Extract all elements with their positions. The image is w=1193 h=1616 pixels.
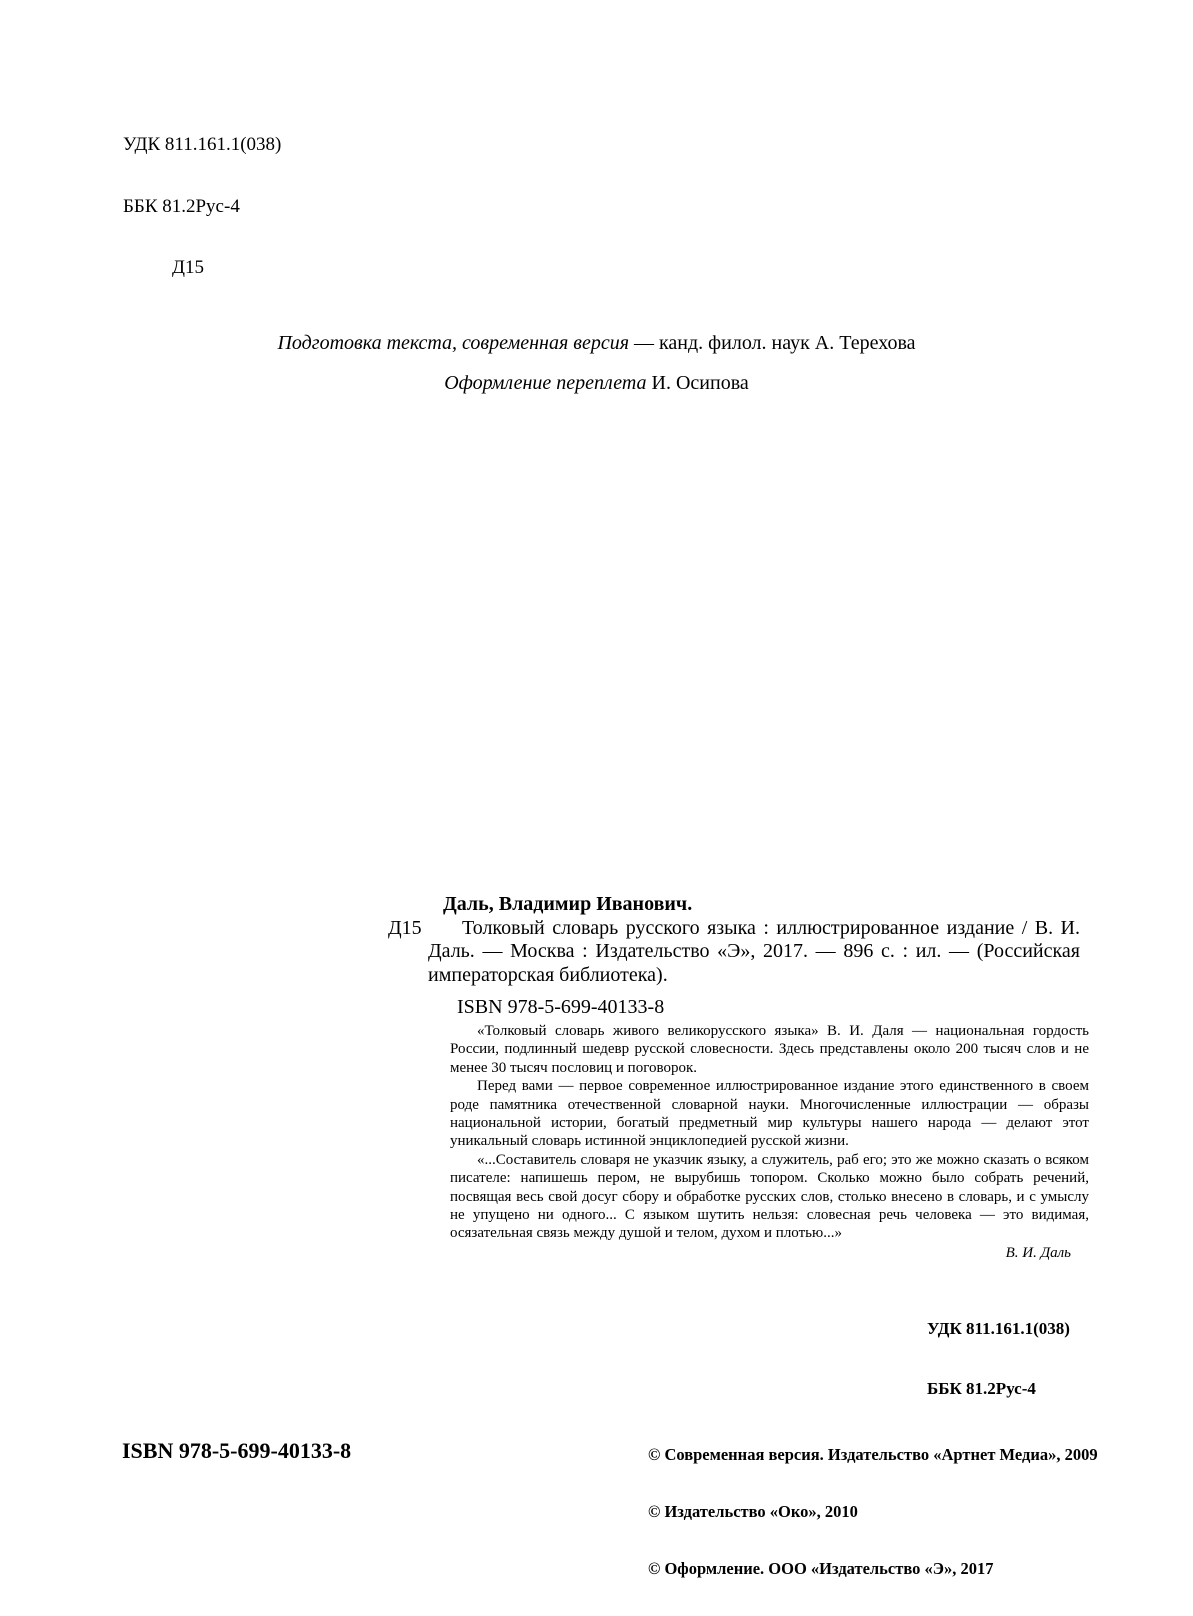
bbk-top-line: ББК 81.2Рус-4 xyxy=(123,195,240,217)
copyright-line-artnet-media: © Современная версия. Издательство «Артнет Медиа», 2009 xyxy=(648,1445,1098,1464)
copyright-line-izdatelstvo-e: © Оформление. ООО «Издательство «Э», 2017 xyxy=(648,1559,994,1578)
udk-top-line: УДК 811.161.1(038) xyxy=(123,134,282,155)
author-code-margin: Д15 xyxy=(388,916,422,939)
annotation-paragraph-3: «...Составитель словаря не указчик языку, а служитель, раб его; это же можно сказать о всяком писателе: напишешь пером, не вырубишь топором. Сколько можно было собрать речений, посвящая весь свой досуг сбору и обработке русских слов, столько внесено в словарь, и с умыслу не упущено ни одного... С языком шутить нельзя: словесная речь человека — это видимая, осязательная связь между душой и телом, духом и плотью...» xyxy=(450,1151,1089,1242)
credit-role-text-preparation: Подготовка текста, современная версия xyxy=(277,332,629,354)
catalog-author-heading: Даль, Владимир Иванович. xyxy=(443,893,693,915)
annotation-paragraph-1: «Толковый словарь живого великорусского языка» В. И. Даля — национальная гордость России, подлинный шедевр русской словесности. Здесь представлены около 200 тысяч слов и не менее 30 тысяч пословиц и поговорок. xyxy=(450,1023,1089,1076)
isbn-bottom-line: ISBN 978-5-699-40133-8 xyxy=(122,1438,352,1463)
classification-top-block xyxy=(123,94,281,320)
annotation-paragraph-2: Перед вами — первое современное иллюстрированное издание этого единственного в своем роде памятника отечественной словарной науки. Многочисленные иллюстрации — образы национальной истории, богатый предметный мир культуры нашего народа — делают этот уникальный словарь истинной энциклопедией русской жизни. xyxy=(450,1078,1089,1150)
catalog-isbn-line: ISBN 978-5-699-40133-8 xyxy=(457,996,665,1018)
copyright-line-oko: © Издательство «Око», 2010 xyxy=(648,1502,858,1521)
copyright-block xyxy=(648,1407,1098,1616)
catalog-card-block xyxy=(388,893,1080,1020)
catalog-bibliographic-description: Толковый словарь русского языка : иллюстрированное издание / В. И. Даль. — Москва : Издательство «Э», 2017. — 896 с. : ил. — (Российская императорская библиотека). xyxy=(428,916,1080,986)
bbk-bottom-line: ББК 81.2Рус-4 xyxy=(927,1379,1036,1398)
author-code-top: Д15 xyxy=(172,257,204,278)
credit-name-terekhova: — канд. филол. наук А. Терехова xyxy=(629,332,916,354)
credit-line-text-preparation xyxy=(0,332,1193,355)
udk-bottom-line: УДК 811.161.1(038) xyxy=(927,1319,1070,1338)
quote-signature-dal: В. И. Даль xyxy=(1005,1244,1071,1261)
credit-name-osipova: И. Осипова xyxy=(646,372,749,394)
credit-line-cover-design xyxy=(0,372,1193,395)
credit-role-cover-design: Оформление переплета xyxy=(444,372,647,394)
annotation-block xyxy=(450,1022,1089,1262)
